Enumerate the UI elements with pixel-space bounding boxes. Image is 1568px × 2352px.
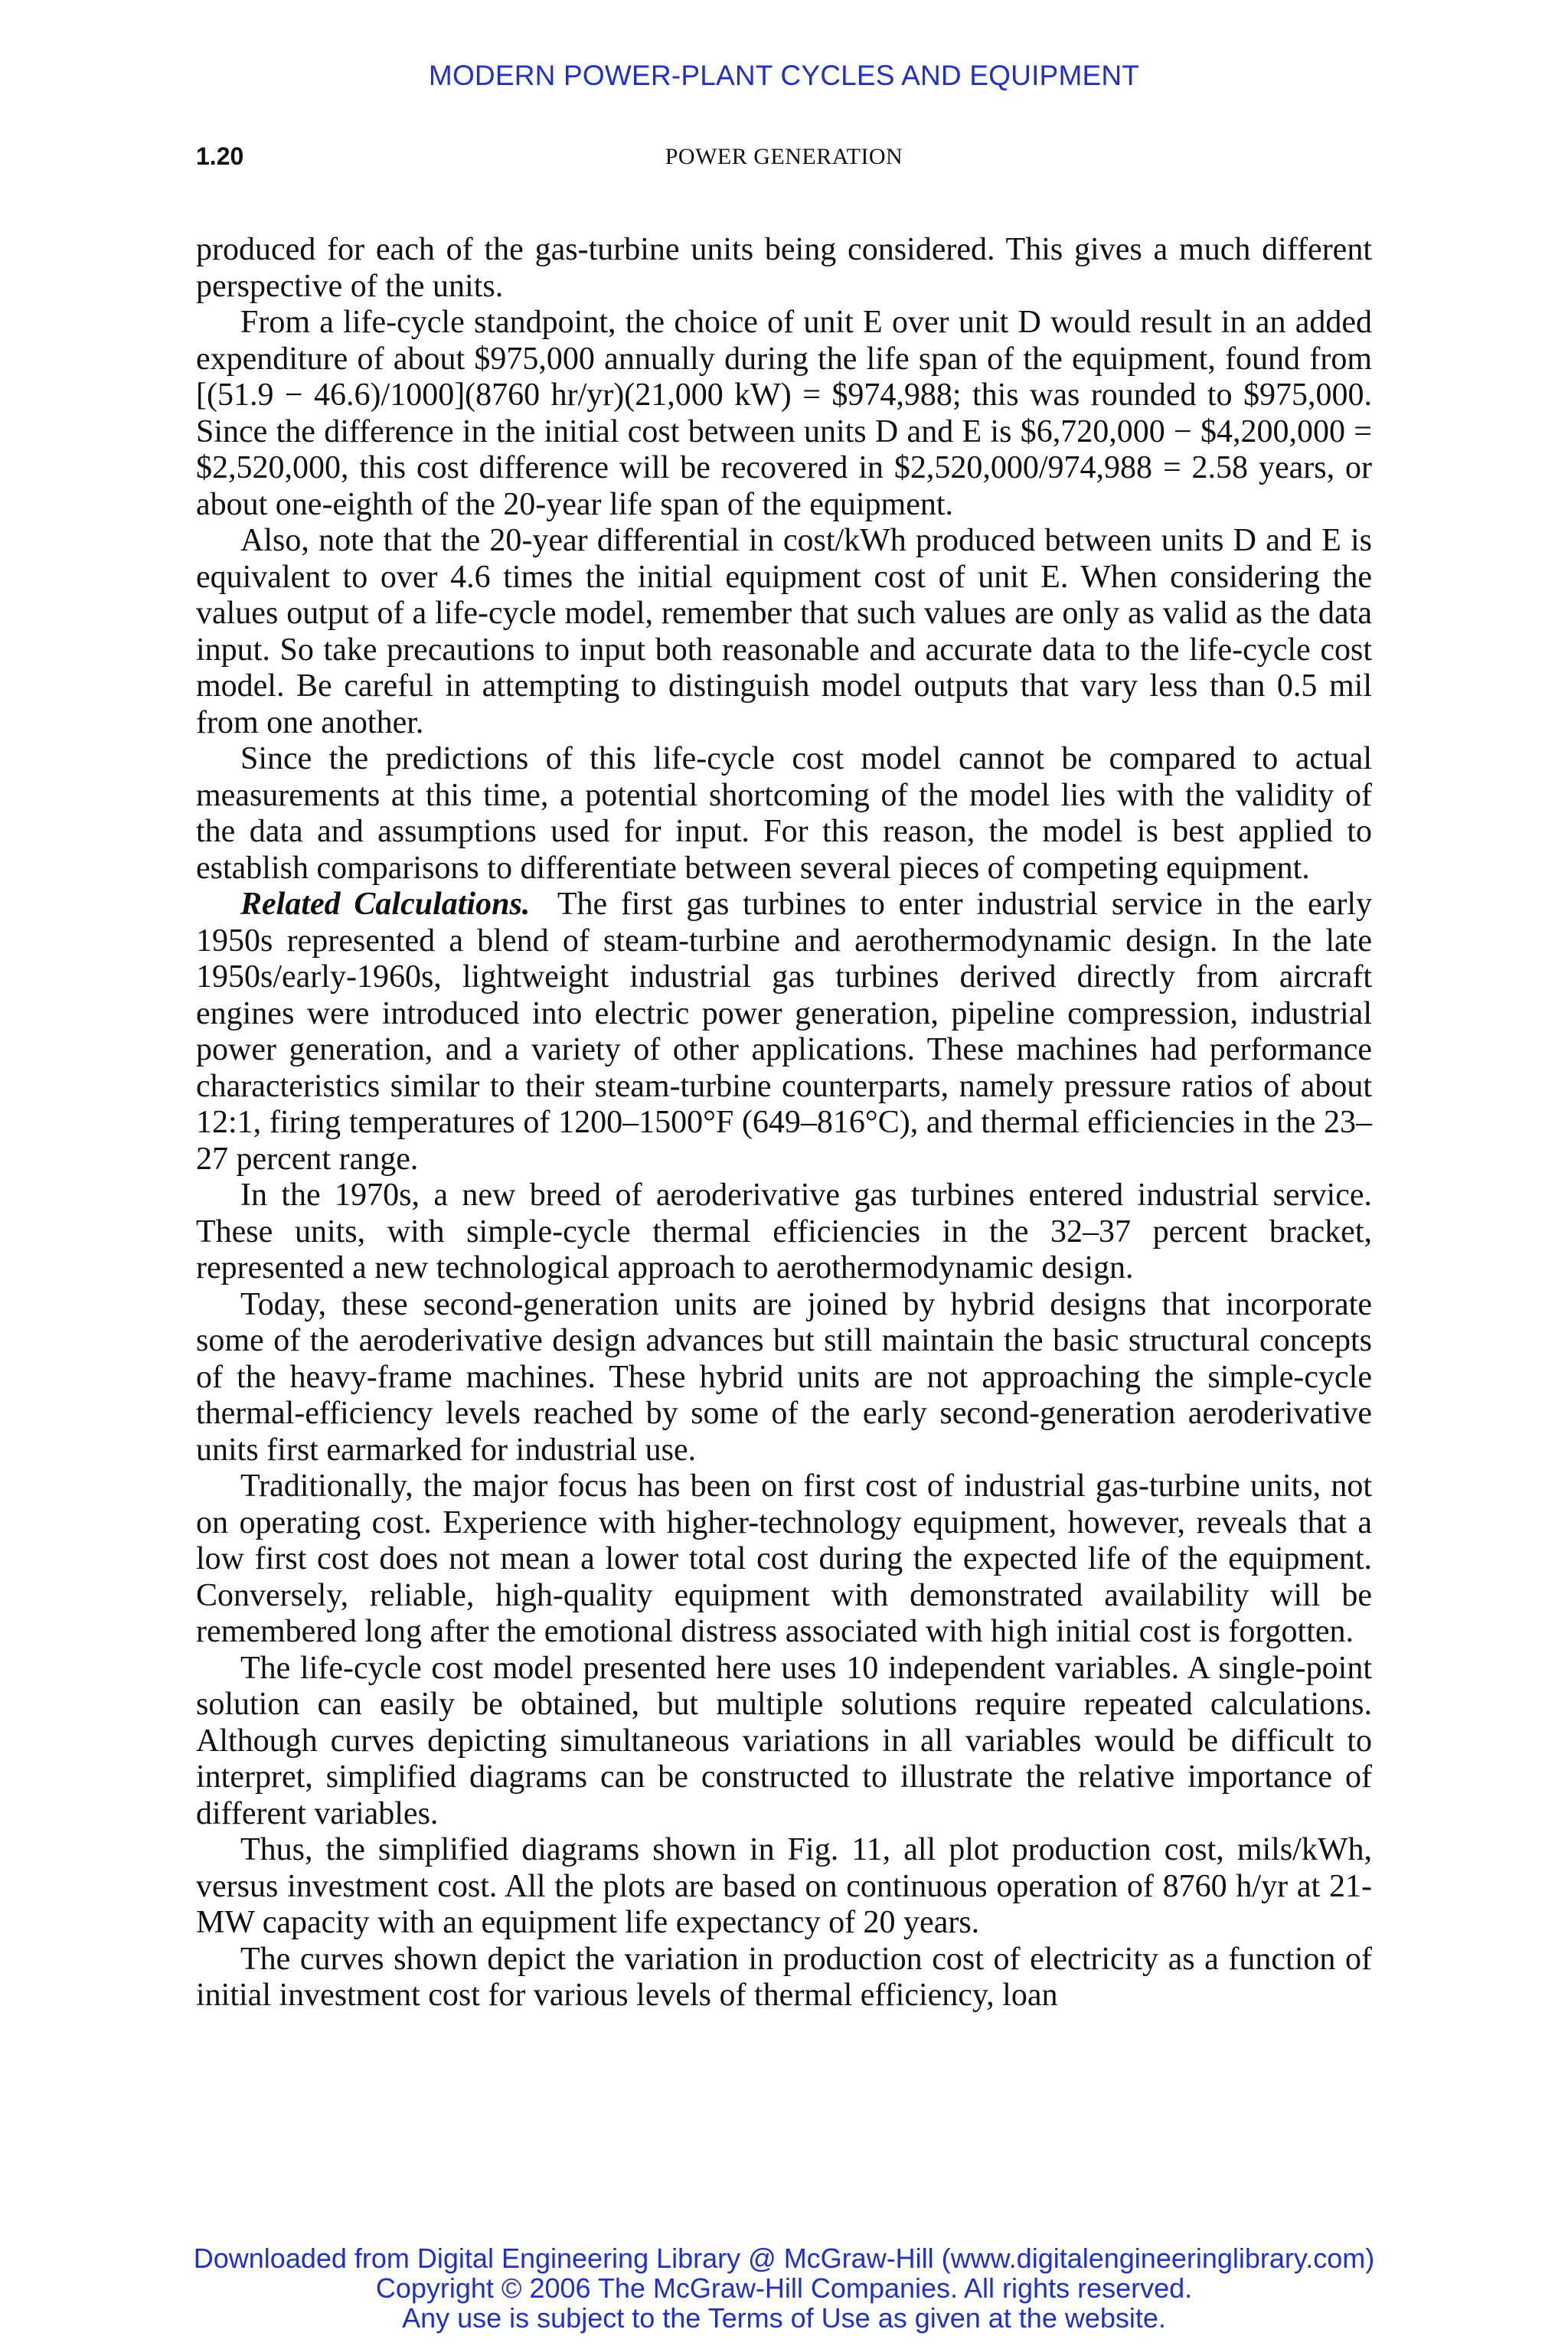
paragraph: In the 1970s, a new breed of aeroderivative gas turbines entered industrial service. These units, with simple-cycle thermal efficiencies in the 32–37 percent bracket, represented a new technological approach to aerothermodynamic design. xyxy=(196,1178,1372,1285)
running-header xyxy=(196,142,1372,176)
body-text xyxy=(196,232,1372,2014)
paragraph: Also, note that the 20-year differential in cost/kWh produced between units D and E is equivalent to over 4.6 times the initial equipment cost of unit E. When considering the values output of a life-cycle model, remember that such values are only as valid as the data input. So take precautions to input both reasonable and accurate data to the life-cycle cost model. Be careful in attempting to distinguish model outputs that vary less than 0.5 mil from one another. xyxy=(196,523,1372,740)
paragraph: Since the predictions of this life-cycle cost model cannot be compared to actual measurements at this time, a potential shortcoming of the model lies with the validity of the data and assumptions used for input. For this reason, the model is best applied to establish comparisons to differentiate between several pieces of competing equipment. xyxy=(196,741,1372,886)
footer-download-notice[interactable]: Downloaded from Digital Engineering Library @ McGraw-Hill (www.digitalengineeringlibrary.com) xyxy=(193,2243,1375,2274)
related-calculations-text: The first gas turbines to enter industrial service in the early 1950s represented a blend of steam-turbine and aerothermodynamic design. In the late 1950s/early-1960s, lightweight industrial gas turbines derived directly from aircraft engines were introduced into electric power generation, pipeline compression, industrial power generation, and a variety of other applications. These machines had performance characteristics similar to their steam-turbine counterparts, namely pressure ratios of about 12:1, firing temperatures of 1200–1500°F (649–816°C), and thermal efficiencies in the 23–27 percent range. xyxy=(196,887,1372,1177)
footer-copyright: Copyright © 2006 The McGraw-Hill Companies. All rights reserved. xyxy=(375,2272,1193,2304)
related-calculations-heading: Related Calculations. xyxy=(240,887,531,922)
paragraph: The curves shown depict the variation in production cost of electricity as a function of initial investment cost for various levels of thermal efficiency, loan xyxy=(196,1941,1372,2013)
page-number: 1.20 xyxy=(196,142,244,170)
download-footer xyxy=(0,2243,1568,2333)
paragraph: Thus, the simplified diagrams shown in Fig. 11, all plot production cost, mils/kWh, versus investment cost. All the plots are based on continuous operation of 8760 h/yr at 21-MW capacity with an equipment life expectancy of 20 years. xyxy=(196,1832,1372,1940)
footer-terms-of-use[interactable]: Any use is subject to the Terms of Use as given at the website. xyxy=(402,2302,1166,2334)
paragraph-continued: produced for each of the gas-turbine units being considered. This gives a much different perspective of the units. xyxy=(196,232,1372,304)
running-title: POWER GENERATION xyxy=(665,144,903,169)
related-calculations-paragraph xyxy=(196,887,1372,1178)
paragraph: Traditionally, the major focus has been on first cost of industrial gas-turbine units, not on operating cost. Experience with higher-technology equipment, however, reveals that a low first cost does not mean a lower total cost during the expected life of the equipment. Conversely, reliable, high-quality equipment with demonstrated availability will be remembered long after the emotional distress associated with high initial cost is forgotten. xyxy=(196,1468,1372,1649)
paragraph: Today, these second-generation units are joined by hybrid designs that incorporate some of the aeroderivative design advances but still maintain the basic structural concepts of the heavy-frame machines. These hybrid units are not approaching the simple-cycle thermal-efficiency levels reached by some of the early second-generation aeroderivative units first earmarked for industrial use. xyxy=(196,1286,1372,1468)
paragraph: From a life-cycle standpoint, the choice of unit E over unit D would result in an added expenditure of about $975,000 annually during the life span of the equipment, found from [(51.9 − 46.6)/1000](8760 hr/yr)(21,000 kW) = $974,988; this was rounded to $975,000. Since the difference in the initial cost between units D and E is $6,720,000 − $4,200,000 = $2,520,000, this cost difference will be recovered in $2,520,000/974,988 = 2.58 years, or about one-eighth of the 20-year life span of the equipment. xyxy=(196,305,1372,522)
book-title-banner: MODERN POWER-PLANT CYCLES AND EQUIPMENT xyxy=(428,60,1140,91)
paragraph: The life-cycle cost model presented here uses 10 independent variables. A single-point solution can easily be obtained, but multiple solutions require repeated calculations. Although curves depicting simultaneous variations in all variables would be difficult to interpret, simplified diagrams can be constructed to illustrate the relative importance of different variables. xyxy=(196,1650,1372,1831)
